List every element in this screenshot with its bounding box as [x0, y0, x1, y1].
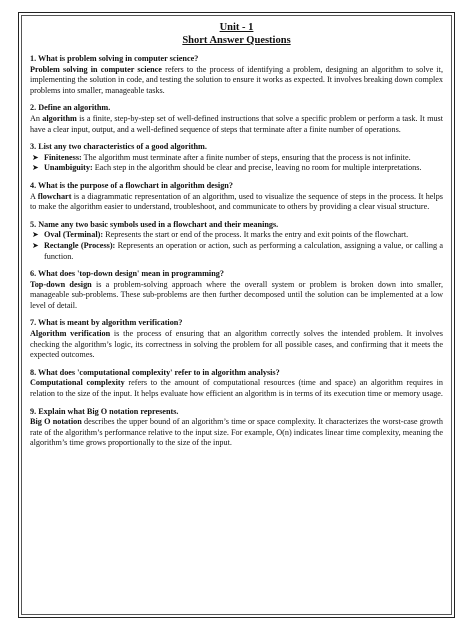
answer-body: refers to the process of identifying a problem, designing an algorithm to solve it, implementing the solution in code, and testing the solution to ensure it works as expected. It involves breaking down complex problems into smaller, manageable tasks.	[30, 64, 443, 95]
bullet-list	[30, 230, 443, 262]
list-item	[30, 241, 443, 262]
bullet-text: Represents the start or end of the process. It marks the entry and exit points of the flowchart.	[103, 230, 409, 240]
answer-body: is a diagrammatic representation of an algorithm, used to visualize the sequence of steps in the process. It helps to make the algorithm easier to understand, troubleshoot, and communicate to others by providing a clear visual structure.	[30, 191, 443, 212]
answer-text	[30, 378, 443, 399]
question-title: 7. What is meant by algorithm verification?	[30, 318, 183, 328]
arrow-bullet-icon: ➤	[32, 240, 39, 250]
answer-body: refers to the amount of computational resources (time and space) an algorithm requires in relation to the size of the input. It helps evaluate how efficient an algorithm is in terms of its execution time or memory usage.	[30, 378, 443, 399]
question-block	[30, 407, 443, 449]
question-title: 8. What does 'computational complexity' refer to in algorithm analysis?	[30, 367, 280, 377]
question-block	[30, 368, 443, 400]
document-page	[18, 12, 455, 618]
key-term: Top-down design	[30, 279, 92, 289]
arrow-bullet-icon: ➤	[32, 152, 39, 162]
key-term: Computational complexity	[30, 378, 125, 388]
document-header	[30, 21, 443, 47]
key-term: Algorithm verification	[30, 329, 111, 339]
bullet-term: Rectangle (Process):	[44, 240, 116, 250]
answer-body: describes the upper bound of an algorithm’s time or space complexity. It characterizes the worst-case growth rate of the algorithm’s performance relative to the input size. For example, O(n) indicates linear time complexity, meaning the algorithm’s time grows proportionally to the size of the input.	[30, 417, 443, 448]
question-block	[30, 142, 443, 174]
key-term: flowchart	[37, 191, 72, 201]
answer-body: is a problem-solving approach where the overall system or problem is broken down into smaller, manageable sub-problems. These sub-problems are then further decomposed until the solution can be implemented at a low level of detail.	[30, 279, 443, 310]
bullet-list	[30, 153, 443, 174]
answer-body: is a finite, step-by-step set of well-defined instructions that solve a specific problem or perform a task. It must have a clear input, output, and a well-defined sequence of steps that terminate after a finite number of operations.	[30, 113, 443, 134]
answer-text	[30, 114, 443, 135]
bullet-text: The algorithm must terminate after a finite number of steps, ensuring that the process is not infinite.	[81, 152, 411, 162]
answer-text	[30, 192, 443, 213]
question-block	[30, 103, 443, 135]
answer-text	[30, 329, 443, 361]
section-title: Short Answer Questions	[182, 35, 291, 46]
question-block	[30, 220, 443, 262]
list-item	[30, 163, 443, 174]
key-term: algorithm	[42, 113, 77, 123]
list-item	[30, 230, 443, 241]
question-title: 9. Explain what Big O notation represents.	[30, 406, 179, 416]
list-item	[30, 153, 443, 164]
question-block	[30, 318, 443, 360]
answer-text	[30, 280, 443, 312]
question-title: 3. List any two characteristics of a good algorithm.	[30, 142, 207, 152]
question-block	[30, 269, 443, 311]
answer-text	[30, 65, 443, 97]
answer-text	[30, 417, 443, 449]
arrow-bullet-icon: ➤	[32, 230, 39, 240]
question-block	[30, 181, 443, 213]
question-title: 1. What is problem solving in computer science?	[30, 54, 199, 63]
question-title: 6. What does 'top-down design' mean in programming?	[30, 269, 224, 279]
key-term: Big O notation	[30, 417, 82, 427]
bullet-term: Unambiguity:	[44, 163, 93, 173]
bullet-text: Represents an operation or action, such as performing a calculation, assigning a value, or calling a function.	[44, 240, 443, 261]
answer-body: is the process of ensuring that an algorithm correctly solves the intended problem. It involves checking the algorithm’s logic, its correctness in solving the problem for all possible cases, and confirming that it meets the expected outcomes.	[30, 329, 443, 360]
answer-prefix: A	[30, 191, 38, 201]
question-title: 5. Name any two basic symbols used in a flowchart and their meanings.	[30, 219, 279, 229]
arrow-bullet-icon: ➤	[32, 163, 39, 173]
bullet-text: Each step in the algorithm should be clear and precise, leaving no room for multiple interpretations.	[92, 163, 422, 173]
unit-title: Unit - 1	[219, 22, 254, 33]
question-block	[30, 54, 443, 96]
key-term: Problem solving in computer science	[30, 64, 162, 74]
question-title: 2. Define an algorithm.	[30, 103, 111, 113]
answer-prefix: An	[30, 113, 43, 123]
question-title: 4. What is the purpose of a flowchart in algorithm design?	[30, 180, 233, 190]
bullet-term: Oval (Terminal):	[44, 230, 104, 240]
bullet-term: Finiteness:	[44, 152, 82, 162]
